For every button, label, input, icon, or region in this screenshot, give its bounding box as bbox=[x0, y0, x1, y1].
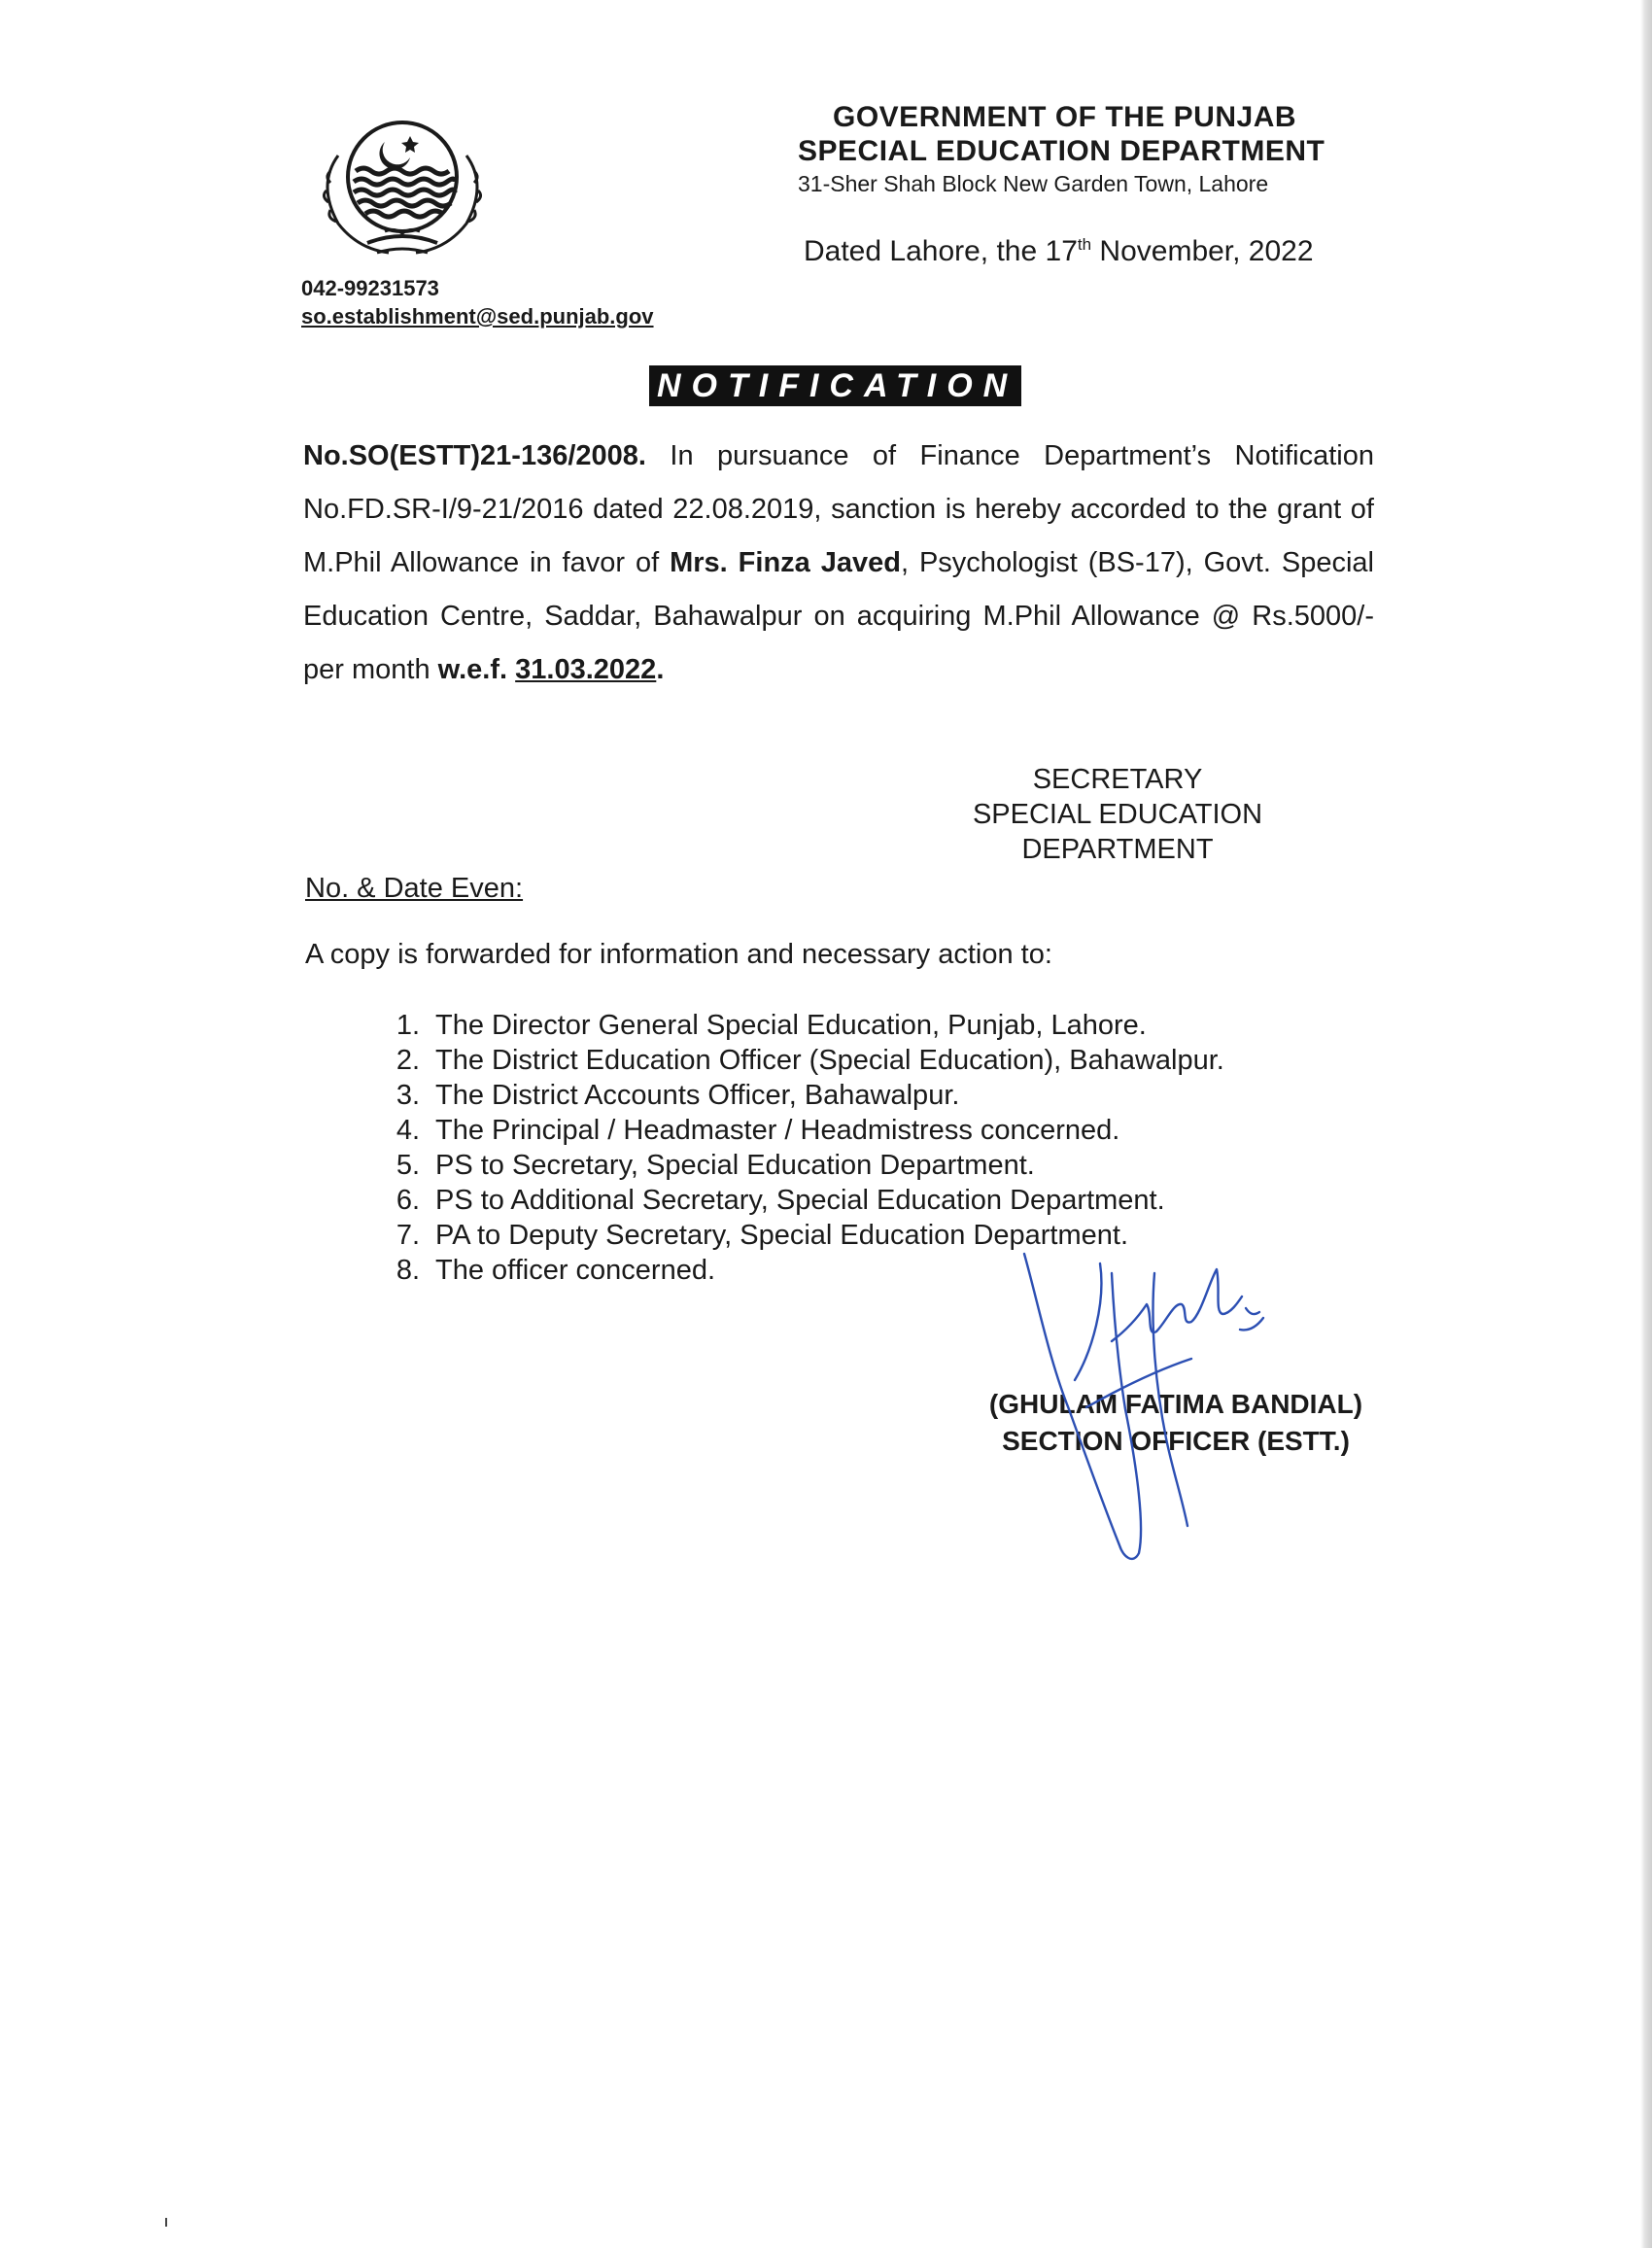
no-and-date-even: No. & Date Even: bbox=[305, 873, 524, 904]
officer-name: (GHULAM FATIMA BANDIAL) bbox=[988, 1389, 1363, 1419]
employee-name: Mrs. Finza Javed bbox=[670, 547, 901, 578]
wef-label: w.e.f. bbox=[437, 654, 508, 685]
list-item: 6. PS to Additional Secretary, Special Education Department. bbox=[396, 1185, 1165, 1216]
secretary-line1: SECRETARY bbox=[1032, 764, 1203, 795]
list-item: 5. PS to Secretary, Special Education Department. bbox=[396, 1150, 1035, 1181]
reference-number: No.SO(ESTT)21-136/2008. bbox=[303, 440, 646, 471]
list-item: 7. PA to Deputy Secretary, Special Education Department. bbox=[396, 1220, 1129, 1251]
signature-icon bbox=[1011, 1244, 1302, 1584]
header-address: 31-Sher Shah Block New Garden Town, Lahore bbox=[798, 171, 1269, 196]
dated-prefix: Dated Lahore, the 17 bbox=[804, 235, 1078, 267]
list-item: 4. The Principal / Headmaster / Headmistress concerned. bbox=[396, 1115, 1120, 1146]
contact-email: so.establishment@sed.punjab.gov bbox=[301, 304, 654, 329]
wef-date: 31.03.2022 bbox=[515, 654, 657, 685]
contact-phone: 042-99231573 bbox=[301, 276, 439, 300]
list-item: 2. The District Education Officer (Special Education), Bahawalpur. bbox=[396, 1045, 1224, 1076]
dated-suffix: November, 2022 bbox=[1091, 235, 1314, 267]
secretary-line3: DEPARTMENT bbox=[1021, 834, 1214, 865]
list-item: 8. The officer concerned. bbox=[396, 1255, 716, 1286]
notification-body bbox=[303, 430, 1374, 697]
copy-forwarded-line: A copy is forwarded for information and necessary action to: bbox=[305, 939, 1052, 970]
list-item: 3. The District Accounts Officer, Bahawalpur. bbox=[396, 1080, 960, 1111]
body-text-part1: In pursuance of Finance Department’s Notification No.FD.SR-I/9-21/2016 dated 22.08.2019, sanction is hereby accorded to the grant of M.Phil Allowance in favor of bbox=[303, 440, 1374, 578]
punjab-government-seal-icon bbox=[309, 117, 496, 264]
officer-designation: SECTION OFFICER (ESTT.) bbox=[1002, 1426, 1350, 1456]
page-edge-shadow bbox=[1640, 0, 1652, 2248]
dated-superscript: th bbox=[1077, 235, 1092, 254]
body-text-part2: , Psychologist (BS-17), Govt. Special Education Centre, Saddar, Bahawalpur on acquiring M.Phil Allowance @ Rs.5000/- per month bbox=[303, 547, 1374, 685]
list-item: 1. The Director General Special Education, Punjab, Lahore. bbox=[396, 1010, 1147, 1041]
dated-line bbox=[804, 235, 1314, 268]
notification-title: NOTIFICATION bbox=[649, 365, 1021, 406]
header-government-title: GOVERNMENT OF THE PUNJAB bbox=[833, 101, 1297, 133]
body-end-period: . bbox=[656, 654, 665, 685]
secretary-block bbox=[933, 762, 1302, 867]
header-department-title: SPECIAL EDUCATION DEPARTMENT bbox=[798, 135, 1325, 167]
scan-mark bbox=[165, 2218, 167, 2227]
secretary-line2: SPECIAL EDUCATION bbox=[972, 799, 1263, 830]
